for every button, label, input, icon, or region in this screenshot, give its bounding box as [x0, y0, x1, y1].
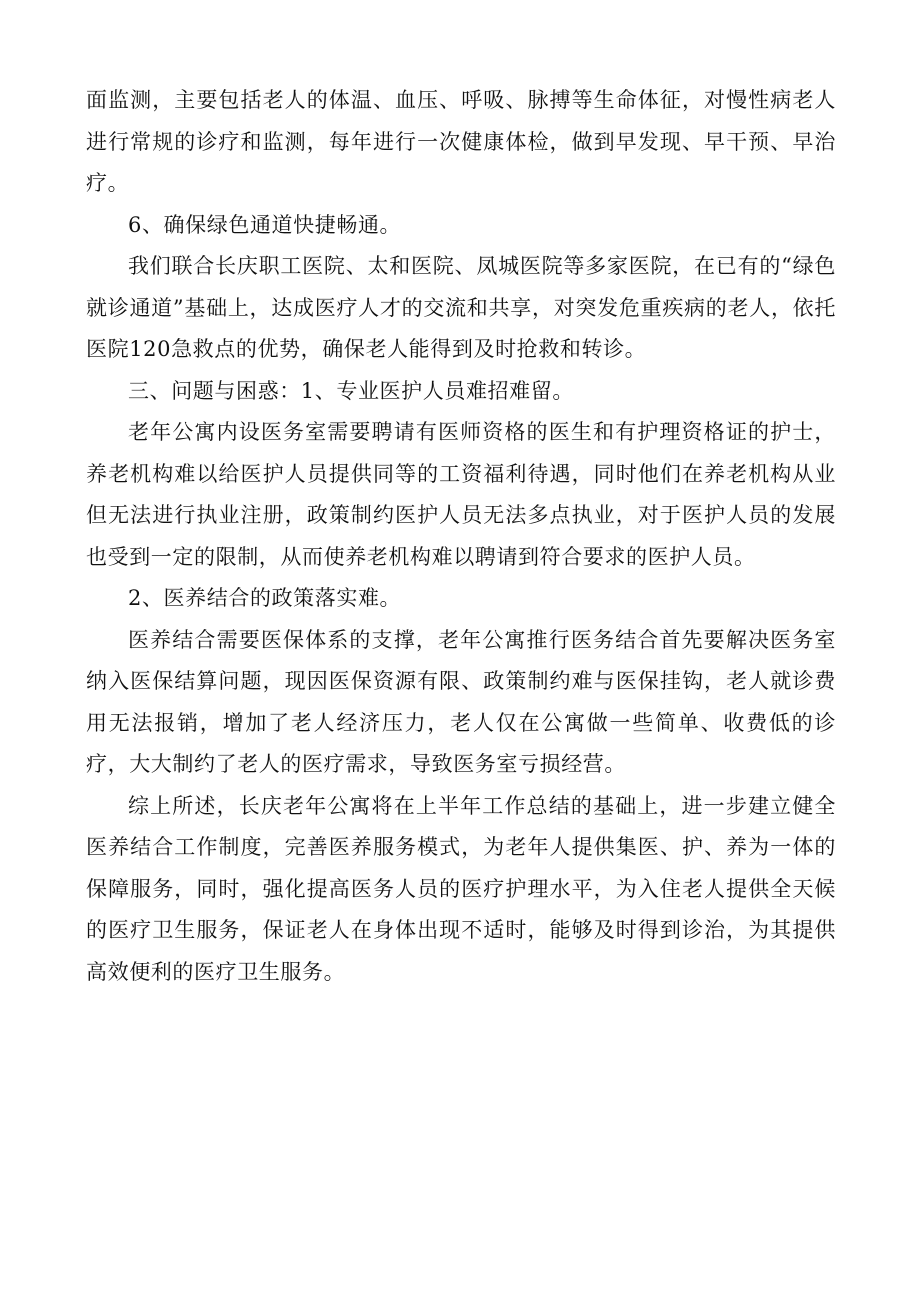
- heading-green-channel: 6、确保绿色通道快捷畅通。: [128, 212, 402, 237]
- heading-policy-implementation: 2、医养结合的政策落实难。: [128, 586, 402, 610]
- paragraph-partner-hospitals: 我们联合长庆职工医院、太和医院、凤城医院等多家医院，在已有的“绿色就诊通道”基础上，达成医疗人才的交流和共享，对突发危重疾病的老人，依托医院120急救点的优势，确保老人能得到及时抢救和转诊。: [86, 254, 836, 361]
- heading-problems-staffing: 三、问题与困惑：1、专业医护人员难招难留。: [128, 378, 574, 403]
- paragraph-staffing-issues: 老年公寓内设医务室需要聘请有医师资格的医生和有护理资格证的护士，养老机构难以给医护人员提供同等的工资福利待遇，同时他们在养老机构从业但无法进行执业注册，政策制约医护人员无法多点执业，对于医护人员的发展也受到一定的限制，从而使养老机构难以聘请到符合要求的医护人员。: [86, 420, 836, 569]
- paragraph-medical-insurance: 医养结合需要医保体系的支撑，老年公寓推行医务结合首先要解决医务室纳入医保结算问题，现因医保资源有限、政策制约难与医保挂钩，老人就诊费用无法报销，增加了老人经济压力，老人仅在公寓做一些简单、收费低的诊疗，大大制约了老人的医疗需求，导致医务室亏损经营。: [86, 627, 836, 776]
- paragraph-conclusion: 综上所述，长庆老年公寓将在上半年工作总结的基础上，进一步建立健全医养结合工作制度，完善医养服务模式，为老年人提供集医、护、养为一体的保障服务，同时，强化提高医务人员的医疗护理水平，为入住老人提供全天候的医疗卫生服务，保证老人在身体出现不适时，能够及时得到诊治，为其提供高效便利的医疗卫生服务。: [86, 793, 836, 984]
- document-body: [86, 80, 836, 993]
- paragraph-continuation-monitoring: 面监测，主要包括老人的体温、血压、呼吸、脉搏等生命体征，对慢性病老人进行常规的诊疗和监测，每年进行一次健康体检，做到早发现、早干预、早治疗。: [86, 88, 836, 195]
